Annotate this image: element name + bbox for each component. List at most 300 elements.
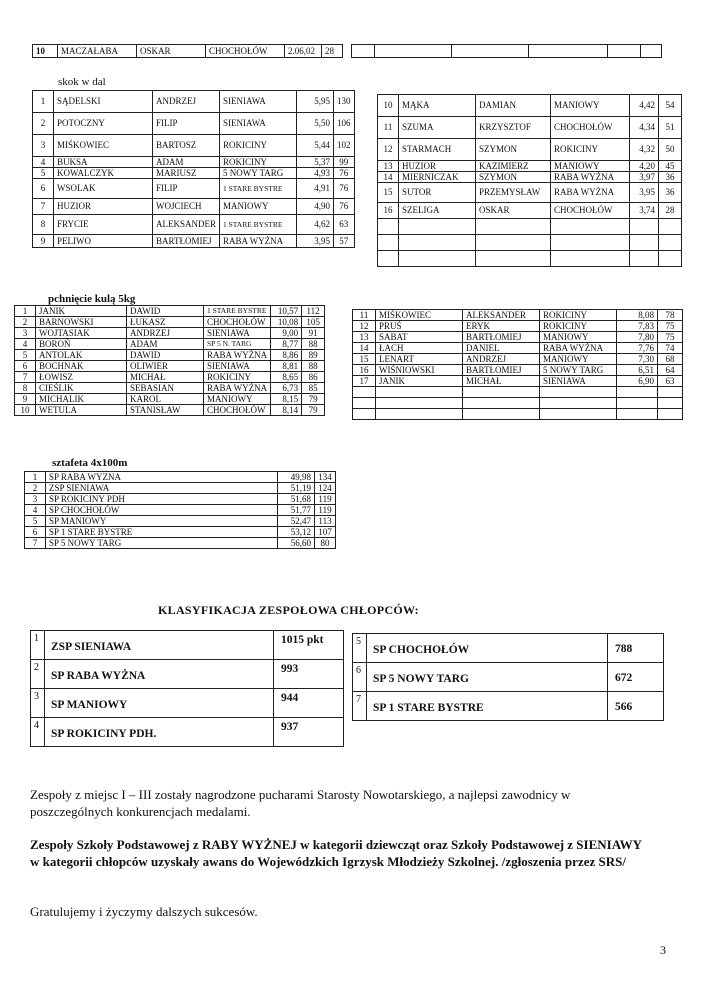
points: 124 bbox=[315, 483, 336, 494]
surname: SZUMA bbox=[399, 117, 476, 139]
first-name: ANDRZEJ bbox=[127, 328, 204, 339]
table-row bbox=[33, 199, 355, 215]
school: ROKICINY bbox=[220, 157, 297, 168]
table-row bbox=[353, 365, 683, 376]
place-number: 12 bbox=[378, 139, 399, 161]
result: 4,42 bbox=[630, 95, 659, 117]
school: ROKICINY bbox=[220, 135, 297, 157]
points: 45 bbox=[659, 161, 682, 172]
first-name: DAWID bbox=[127, 350, 204, 361]
place-number: 9 bbox=[15, 394, 36, 405]
points: 86 bbox=[302, 372, 325, 383]
school: SP 5 N. TARG bbox=[204, 339, 271, 350]
team-school: SP 5 NOWY TARG bbox=[373, 672, 469, 685]
place-number: 3 bbox=[33, 135, 54, 157]
points: 89 bbox=[302, 350, 325, 361]
surname: BOROŃ bbox=[36, 339, 127, 350]
first-name: ALEKSANDER bbox=[463, 310, 540, 321]
surname: MIŚKOWIEC bbox=[376, 310, 463, 321]
surname: WIŚNIOWSKI bbox=[376, 365, 463, 376]
first-name: MICHAŁ bbox=[127, 372, 204, 383]
points: 76 bbox=[334, 199, 355, 215]
place-number: 14 bbox=[378, 172, 399, 183]
school: SP MANIOWY bbox=[46, 516, 278, 527]
team-row bbox=[31, 689, 343, 718]
school: SP ROKICINY PDH bbox=[46, 494, 278, 505]
table-row bbox=[15, 405, 325, 416]
first-name: MARIUSZ bbox=[153, 168, 220, 179]
team-place: 5 bbox=[353, 634, 367, 662]
points: 57 bbox=[334, 235, 355, 248]
result: 8,14 bbox=[271, 405, 302, 416]
table-row bbox=[378, 172, 682, 183]
place-number: 6 bbox=[33, 179, 54, 199]
surname: LENART bbox=[376, 354, 463, 365]
surname: SABAT bbox=[376, 332, 463, 343]
first-name: ŁUKASZ bbox=[127, 317, 204, 328]
team-classification-title: KLASYFIKACJA ZESPOŁOWA CHŁOPCÓW: bbox=[158, 603, 419, 617]
surname: SZELIGA bbox=[399, 203, 476, 219]
team-row bbox=[31, 660, 343, 689]
top-result-table bbox=[32, 44, 343, 58]
school: RABA WYŻNA bbox=[204, 350, 271, 361]
points: 102 bbox=[334, 135, 355, 157]
first-name: BARTOSZ bbox=[153, 135, 220, 157]
surname: WSOLAK bbox=[54, 179, 153, 199]
surname: POTOCZNY bbox=[54, 113, 153, 135]
school: SIENIAWA bbox=[540, 376, 617, 387]
surname: MIERNICZAK bbox=[399, 172, 476, 183]
school: MANIOWY bbox=[220, 199, 297, 215]
surname: ŁOWISZ bbox=[36, 372, 127, 383]
points: 36 bbox=[659, 183, 682, 203]
result: 7,30 bbox=[617, 354, 658, 365]
team-points: 944 bbox=[281, 692, 299, 704]
table-row bbox=[15, 383, 325, 394]
result: 5,95 bbox=[297, 91, 334, 113]
points: 106 bbox=[334, 113, 355, 135]
school: CHOCHOŁÓW bbox=[551, 117, 630, 139]
result: 3,95 bbox=[297, 235, 334, 248]
relay-title: sztafeta 4x100m bbox=[52, 457, 128, 469]
surname: MIŚKOWIEC bbox=[54, 135, 153, 157]
place-number: 2 bbox=[15, 317, 36, 328]
result: 6,51 bbox=[617, 365, 658, 376]
long-jump-table-left bbox=[32, 90, 355, 248]
result: 56,60 bbox=[278, 538, 315, 549]
table-row bbox=[15, 350, 325, 361]
result: 8,81 bbox=[271, 361, 302, 372]
points: 99 bbox=[334, 157, 355, 168]
school: 5 NOWY TARG bbox=[220, 168, 297, 179]
result: 9,00 bbox=[271, 328, 302, 339]
school: SP 5 NOWY TARG bbox=[46, 538, 278, 549]
place-number: 3 bbox=[25, 494, 46, 505]
school: ROKICINY bbox=[204, 372, 271, 383]
team-school: SP 1 STARE BYSTRE bbox=[373, 701, 484, 714]
points: 63 bbox=[334, 215, 355, 235]
place-number: 7 bbox=[33, 199, 54, 215]
school: SIENIAWA bbox=[220, 91, 297, 113]
surname: BOCHNAK bbox=[36, 361, 127, 372]
school: MANIOWY bbox=[551, 161, 630, 172]
points: 79 bbox=[302, 394, 325, 405]
points: 75 bbox=[658, 332, 683, 343]
first-name: ADAM bbox=[127, 339, 204, 350]
surname: WETULA bbox=[36, 405, 127, 416]
table-row bbox=[378, 139, 682, 161]
first-name: KAROL bbox=[127, 394, 204, 405]
points: 74 bbox=[658, 343, 683, 354]
table-row bbox=[353, 332, 683, 343]
school: CHOCHOŁÓW bbox=[204, 405, 271, 416]
place-number: 13 bbox=[378, 161, 399, 172]
team-place: 6 bbox=[353, 663, 367, 691]
school: MANIOWY bbox=[551, 95, 630, 117]
team-school: ZSP SIENIAWA bbox=[51, 640, 132, 653]
school: SIENIAWA bbox=[220, 113, 297, 135]
points: 51 bbox=[659, 117, 682, 139]
surname: FRYCIE bbox=[54, 215, 153, 235]
first-name: OSKAR bbox=[137, 45, 206, 58]
surname: BUKSA bbox=[54, 157, 153, 168]
place-number: 16 bbox=[353, 365, 376, 376]
place-number: 9 bbox=[33, 235, 54, 248]
points: 119 bbox=[315, 494, 336, 505]
result: 49,98 bbox=[278, 472, 315, 483]
first-name: DANIEL bbox=[463, 343, 540, 354]
place-number: 5 bbox=[25, 516, 46, 527]
school: ZSP SIENIAWA bbox=[46, 483, 278, 494]
result: 5,50 bbox=[297, 113, 334, 135]
points: 64 bbox=[658, 365, 683, 376]
school: MANIOWY bbox=[540, 354, 617, 365]
surname: HUZIOR bbox=[399, 161, 476, 172]
table-row bbox=[353, 321, 683, 332]
surname: ŁACH bbox=[376, 343, 463, 354]
team-points: 993 bbox=[281, 663, 299, 675]
relay-table bbox=[24, 471, 336, 549]
result: 5,37 bbox=[297, 157, 334, 168]
points: 76 bbox=[334, 179, 355, 199]
result: 4,34 bbox=[630, 117, 659, 139]
place-number: 4 bbox=[15, 339, 36, 350]
result: 7,83 bbox=[617, 321, 658, 332]
first-name: ANDRZEJ bbox=[463, 354, 540, 365]
points: 91 bbox=[302, 328, 325, 339]
points: 36 bbox=[659, 172, 682, 183]
first-name: BARTŁOMIEJ bbox=[153, 235, 220, 248]
team-row bbox=[353, 634, 663, 663]
points: 107 bbox=[315, 527, 336, 538]
place-number: 1 bbox=[33, 91, 54, 113]
points: 119 bbox=[315, 505, 336, 516]
result: 4,93 bbox=[297, 168, 334, 179]
school: 5 NOWY TARG bbox=[540, 365, 617, 376]
page-number: 3 bbox=[660, 943, 666, 957]
surname: MICHALIK bbox=[36, 394, 127, 405]
table-row bbox=[15, 317, 325, 328]
first-name: WOJCIECH bbox=[153, 199, 220, 215]
table-row bbox=[378, 161, 682, 172]
first-name: DAWID bbox=[127, 306, 204, 317]
school: RABA WYŻNA bbox=[220, 235, 297, 248]
place-number: 6 bbox=[15, 361, 36, 372]
table-row bbox=[33, 135, 355, 157]
table-row bbox=[15, 361, 325, 372]
result: 8,86 bbox=[271, 350, 302, 361]
place-number: 6 bbox=[25, 527, 46, 538]
surname: ANTOLAK bbox=[36, 350, 127, 361]
team-points: 1015 pkt bbox=[281, 634, 324, 646]
team-row bbox=[353, 692, 663, 720]
school: 1 STARE BYSTRE bbox=[204, 306, 271, 317]
place-number: 1 bbox=[25, 472, 46, 483]
table-row bbox=[33, 235, 355, 248]
result: 4,90 bbox=[297, 199, 334, 215]
team-place: 1 bbox=[31, 631, 45, 659]
school: CHOCHOŁÓW bbox=[204, 317, 271, 328]
points: 130 bbox=[334, 91, 355, 113]
table-row bbox=[25, 494, 336, 505]
team-place: 3 bbox=[31, 689, 45, 717]
table-row bbox=[33, 157, 355, 168]
first-name: ERYK bbox=[463, 321, 540, 332]
long-jump-table-right bbox=[377, 94, 682, 267]
table-row bbox=[15, 394, 325, 405]
table-row bbox=[15, 372, 325, 383]
table-row bbox=[33, 179, 355, 199]
team-table-left bbox=[30, 630, 344, 747]
place-number: 4 bbox=[33, 157, 54, 168]
place-number: 11 bbox=[353, 310, 376, 321]
team-school: SP MANIOWY bbox=[51, 698, 128, 711]
table-row bbox=[353, 376, 683, 387]
team-row bbox=[353, 663, 663, 692]
table-row bbox=[353, 310, 683, 321]
first-name: BARTŁOMIEJ bbox=[463, 365, 540, 376]
points: 78 bbox=[658, 310, 683, 321]
team-points: 672 bbox=[615, 672, 633, 684]
result: 6,73 bbox=[271, 383, 302, 394]
shot-put-table-left bbox=[14, 305, 325, 416]
place-number: 17 bbox=[353, 376, 376, 387]
points: 105 bbox=[302, 317, 325, 328]
first-name: KRZYSZTOF bbox=[476, 117, 551, 139]
school: 1 STARE BYSTRE bbox=[220, 215, 297, 235]
first-name: PRZEMYSŁAW bbox=[476, 183, 551, 203]
table-row bbox=[25, 538, 336, 549]
surname: JANIK bbox=[376, 376, 463, 387]
points: 112 bbox=[302, 306, 325, 317]
first-name: FILIP bbox=[153, 179, 220, 199]
place-number: 1 bbox=[15, 306, 36, 317]
place-number: 10 bbox=[15, 405, 36, 416]
points: 134 bbox=[315, 472, 336, 483]
surname: JANIK bbox=[36, 306, 127, 317]
table-row bbox=[33, 113, 355, 135]
place-number: 10 bbox=[378, 95, 399, 117]
school: SP 1 STARE BYSTRE bbox=[46, 527, 278, 538]
place-number: 5 bbox=[33, 168, 54, 179]
table-row bbox=[25, 527, 336, 538]
result: 51,68 bbox=[278, 494, 315, 505]
points: 85 bbox=[302, 383, 325, 394]
place-number: 7 bbox=[15, 372, 36, 383]
first-name: MICHAŁ bbox=[463, 376, 540, 387]
school: CHOCHOŁÓW bbox=[206, 45, 285, 58]
surname: PRUŚ bbox=[376, 321, 463, 332]
result: 51,77 bbox=[278, 505, 315, 516]
school: CHOCHOŁÓW bbox=[551, 203, 630, 219]
result: 51,19 bbox=[278, 483, 315, 494]
awards-paragraph: Zespoły z miejsc I – III zostały nagrodzone pucharami Starosty Nowotarskiego, a najlepsi zawodnicy w poszczególnych konkurencjach medalami. bbox=[30, 787, 571, 819]
result: 8,65 bbox=[271, 372, 302, 383]
table-row bbox=[15, 339, 325, 350]
shot-put-table-right bbox=[352, 309, 683, 420]
school: RABA WYŻNA bbox=[551, 183, 630, 203]
surname: MACZAŁABA bbox=[58, 45, 137, 58]
result: 4,20 bbox=[630, 161, 659, 172]
table-row bbox=[353, 354, 683, 365]
points: 63 bbox=[658, 376, 683, 387]
surname: WOJTASIAK bbox=[36, 328, 127, 339]
place-number: 8 bbox=[33, 215, 54, 235]
school: SIENIAWA bbox=[204, 361, 271, 372]
first-name: ANDRZEJ bbox=[153, 91, 220, 113]
team-school: SP CHOCHOŁÓW bbox=[373, 643, 470, 656]
result: 2.06,02 bbox=[285, 45, 322, 58]
result: 4,32 bbox=[630, 139, 659, 161]
first-name: STANISŁAW bbox=[127, 405, 204, 416]
congratulations-text: Gratulujemy i życzymy dalszych sukcesów. bbox=[30, 904, 258, 919]
points: 88 bbox=[302, 339, 325, 350]
table-row bbox=[15, 328, 325, 339]
table-row bbox=[15, 306, 325, 317]
shot-put-title: pchnięcie kulą 5kg bbox=[48, 293, 136, 305]
result: 8,08 bbox=[617, 310, 658, 321]
result: 6,90 bbox=[617, 376, 658, 387]
surname: STARMACH bbox=[399, 139, 476, 161]
row-number: 10 bbox=[33, 45, 58, 58]
surname: SĄDELSKI bbox=[54, 91, 153, 113]
first-name: BARTŁOMIEJ bbox=[463, 332, 540, 343]
place-number: 15 bbox=[378, 183, 399, 203]
school: RABA WYŻNA bbox=[204, 383, 271, 394]
top-empty-table bbox=[351, 44, 662, 58]
points: 76 bbox=[334, 168, 355, 179]
result: 8,77 bbox=[271, 339, 302, 350]
first-name: ADAM bbox=[153, 157, 220, 168]
school: ROKICINY bbox=[540, 310, 617, 321]
result: 53,12 bbox=[278, 527, 315, 538]
first-name: ALEKSANDER bbox=[153, 215, 220, 235]
place-number: 8 bbox=[15, 383, 36, 394]
result: 52,47 bbox=[278, 516, 315, 527]
place-number: 2 bbox=[25, 483, 46, 494]
table-row bbox=[353, 343, 683, 354]
result: 8,15 bbox=[271, 394, 302, 405]
place-number: 12 bbox=[353, 321, 376, 332]
school: MANIOWY bbox=[204, 394, 271, 405]
place-number: 11 bbox=[378, 117, 399, 139]
table-row bbox=[378, 117, 682, 139]
surname: MĄKA bbox=[399, 95, 476, 117]
team-points: 566 bbox=[615, 701, 633, 713]
points: 79 bbox=[302, 405, 325, 416]
table-row bbox=[33, 91, 355, 113]
surname: CIEŚLIK bbox=[36, 383, 127, 394]
place-number: 3 bbox=[15, 328, 36, 339]
points: 88 bbox=[302, 361, 325, 372]
points: 28 bbox=[659, 203, 682, 219]
team-row bbox=[31, 631, 343, 660]
team-row bbox=[31, 718, 343, 746]
place-number: 14 bbox=[353, 343, 376, 354]
school: SP CHOCHOŁÓW bbox=[46, 505, 278, 516]
table-row bbox=[25, 505, 336, 516]
school: 1 STARE BYSTRE bbox=[220, 179, 297, 199]
first-name: DAMIAN bbox=[476, 95, 551, 117]
table-row bbox=[378, 203, 682, 219]
team-school: SP ROKICINY PDH. bbox=[51, 727, 157, 740]
surname: SUTOR bbox=[399, 183, 476, 203]
first-name: FILIP bbox=[153, 113, 220, 135]
surname: BARNOWSKI bbox=[36, 317, 127, 328]
table-row bbox=[25, 483, 336, 494]
table-row bbox=[33, 215, 355, 235]
result: 7,76 bbox=[617, 343, 658, 354]
result: 10,08 bbox=[271, 317, 302, 328]
surname: HUZIOR bbox=[54, 199, 153, 215]
table-row bbox=[25, 472, 336, 483]
school: ROKICINY bbox=[540, 321, 617, 332]
points: 113 bbox=[315, 516, 336, 527]
school: SP RABA WYZNA bbox=[46, 472, 278, 483]
surname: PELIWO bbox=[54, 235, 153, 248]
table-row bbox=[33, 168, 355, 179]
result: 3,74 bbox=[630, 203, 659, 219]
team-school: SP RABA WYŻNA bbox=[51, 669, 146, 682]
place-number: 4 bbox=[25, 505, 46, 516]
result: 3,97 bbox=[630, 172, 659, 183]
points: 68 bbox=[658, 354, 683, 365]
team-points: 788 bbox=[615, 643, 633, 655]
place-number: 2 bbox=[33, 113, 54, 135]
place-number: 13 bbox=[353, 332, 376, 343]
result: 10,57 bbox=[271, 306, 302, 317]
first-name: OSKAR bbox=[476, 203, 551, 219]
points: 50 bbox=[659, 139, 682, 161]
team-place: 4 bbox=[31, 718, 45, 746]
first-name: SZYMON bbox=[476, 139, 551, 161]
team-place: 7 bbox=[353, 692, 367, 720]
school: RABA WYŻNA bbox=[540, 343, 617, 354]
points: 75 bbox=[658, 321, 683, 332]
first-name: SZYMON bbox=[476, 172, 551, 183]
result: 4,91 bbox=[297, 179, 334, 199]
first-name: SEBASIAN bbox=[127, 383, 204, 394]
place-number: 15 bbox=[353, 354, 376, 365]
surname: KOWALCZYK bbox=[54, 168, 153, 179]
school: SIENIAWA bbox=[204, 328, 271, 339]
first-name: KAZIMIERZ bbox=[476, 161, 551, 172]
school: ROKICINY bbox=[551, 139, 630, 161]
school: RABA WYŻNA bbox=[551, 172, 630, 183]
points: 28 bbox=[322, 45, 343, 58]
table-row bbox=[25, 516, 336, 527]
result: 5,44 bbox=[297, 135, 334, 157]
